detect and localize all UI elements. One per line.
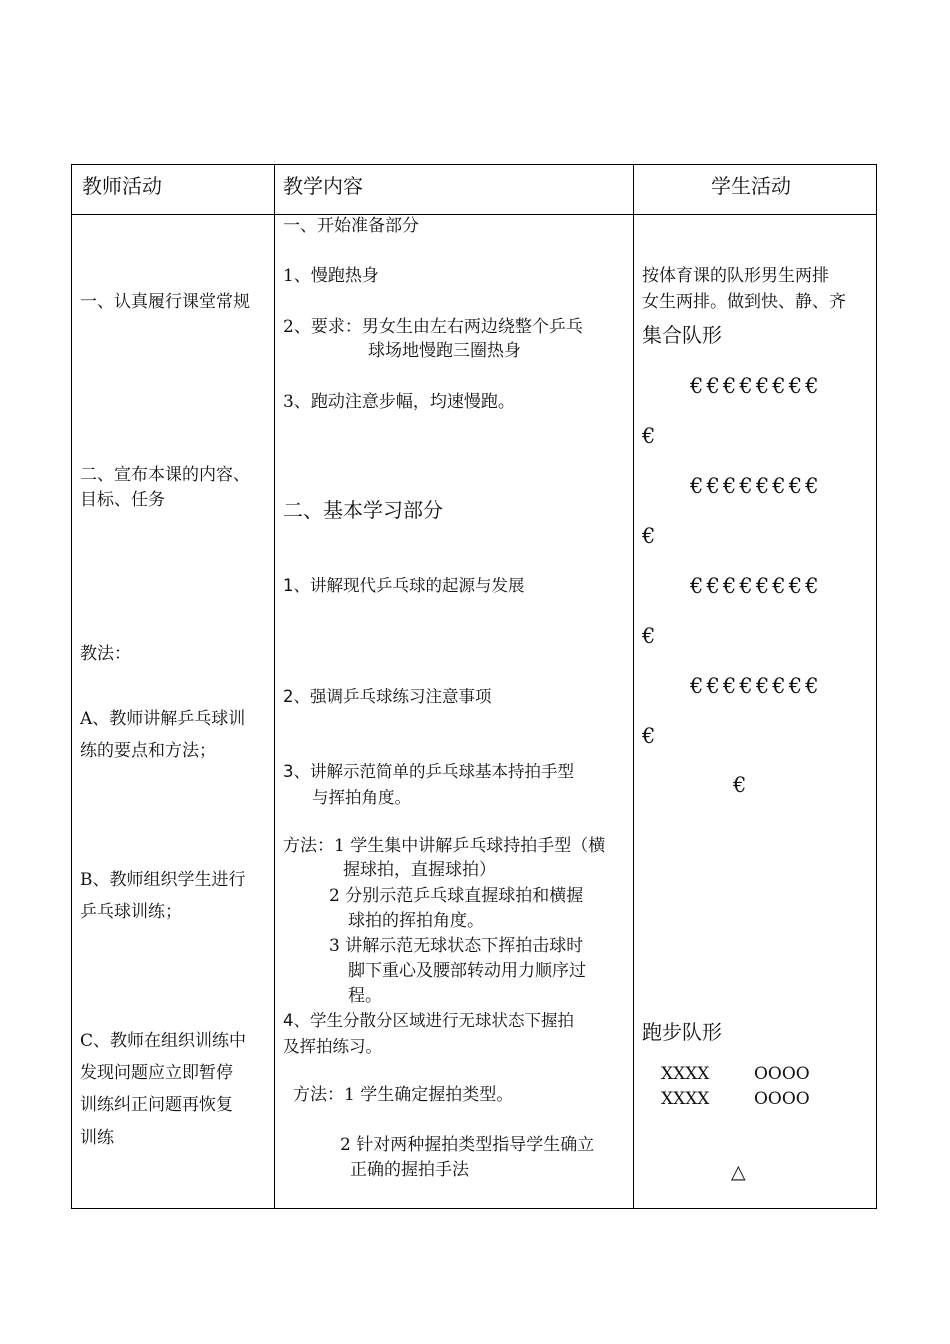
part1-title: 一、开始准备部分 <box>283 216 419 236</box>
formation-row-4-extra: € <box>642 724 659 748</box>
part1-item1: 1、慢跑热身 <box>283 266 379 286</box>
header-student-activity: 学生活动 <box>711 174 791 198</box>
running-row2-girls: OOOO <box>754 1089 810 1109</box>
teacher-c-line4: 训练 <box>80 1128 114 1148</box>
teacher-c-line1: C、教师在组织训练中 <box>80 1031 247 1051</box>
method2-line3: 正确的握拍手法 <box>350 1160 469 1180</box>
teacher-item-2-line2: 目标、任务 <box>80 490 165 510</box>
formation-row-3-extra: € <box>642 624 659 648</box>
method-line3: 2 分别示范乒乓球直握球拍和横握 <box>329 886 584 906</box>
formation-row-1-extra: € <box>642 424 659 448</box>
running-row1-girls: OOOO <box>754 1064 810 1084</box>
teacher-c-line2: 发现问题应立即暂停 <box>80 1063 233 1083</box>
part2-title: 二、基本学习部分 <box>283 498 443 522</box>
part2-item2: 2、强调乒乓球练习注意事项 <box>283 687 492 706</box>
assembly-formation-label: 集合队形 <box>642 323 722 347</box>
student-text-line2: 女生两排。做到快、静、齐 <box>642 292 846 312</box>
teacher-position-triangle: △ <box>731 1161 746 1183</box>
column-divider-2 <box>633 165 634 1208</box>
formation-row-3: €€€€€€€€ <box>690 574 822 598</box>
header-divider <box>72 214 876 215</box>
column-divider-1 <box>274 165 275 1208</box>
formation-row-1: €€€€€€€€ <box>690 374 822 398</box>
part2-item3-line1: 3、讲解示范简单的乒乓球基本持拍手型 <box>283 762 574 781</box>
running-row1-boys: XXXX <box>661 1064 710 1084</box>
formation-teacher-mark: € <box>733 773 750 797</box>
method-line2: 握球拍，直握球拍） <box>343 860 496 880</box>
teacher-a-line1: A、教师讲解乒乓球训 <box>80 709 246 729</box>
teacher-a-line2: 练的要点和方法； <box>80 741 216 761</box>
formation-row-2-extra: € <box>642 524 659 548</box>
part2-item4-line1: 4、学生分散分区域进行无球状态下握拍 <box>283 1011 574 1030</box>
part1-item3: 3、跑动注意步幅，均速慢跑。 <box>283 392 515 412</box>
method-line5: 3 讲解示范无球状态下挥拍击球时 <box>329 936 584 956</box>
running-row2-boys: XXXX <box>661 1089 710 1109</box>
method-line1: 方法：1 学生集中讲解乒乓球持拍手型（横 <box>283 836 606 856</box>
part1-item2-line1: 2、要求：男女生由左右两边绕整个乒乓 <box>283 317 583 337</box>
teacher-item-1: 一、认真履行课堂常规 <box>80 292 250 312</box>
method2-line1: 方法：1 学生确定握拍类型。 <box>293 1085 514 1105</box>
header-teacher-activity: 教师活动 <box>82 174 162 198</box>
part2-item4-line2: 及挥拍练习。 <box>283 1037 382 1056</box>
teacher-b-line2: 乒乓球训练； <box>80 902 182 922</box>
running-formation-label: 跑步队形 <box>642 1020 722 1044</box>
teacher-b-line1: B、教师组织学生进行 <box>80 870 246 890</box>
formation-row-2: €€€€€€€€ <box>690 474 822 498</box>
teacher-method-label: 教法： <box>80 644 131 664</box>
part2-item3-line2: 与挥拍角度。 <box>312 788 411 807</box>
method-line7: 程。 <box>348 986 382 1006</box>
part2-item1: 1、讲解现代乒乓球的起源与发展 <box>283 576 525 595</box>
method-line4: 球拍的挥拍角度。 <box>348 911 484 931</box>
method-line6: 脚下重心及腰部转动用力顺序过 <box>348 961 586 981</box>
student-text-line1: 按体育课的队形男生两排 <box>642 266 829 286</box>
formation-row-4: €€€€€€€€ <box>690 674 822 698</box>
teacher-item-2-line1: 二、宣布本课的内容、 <box>80 465 250 485</box>
teacher-c-line3: 训练纠正问题再恢复 <box>80 1095 233 1115</box>
method2-line2: 2 针对两种握拍类型指导学生确立 <box>340 1135 595 1155</box>
header-teaching-content: 教学内容 <box>283 174 363 198</box>
part1-item2-line2: 球场地慢跑三圈热身 <box>368 341 521 361</box>
